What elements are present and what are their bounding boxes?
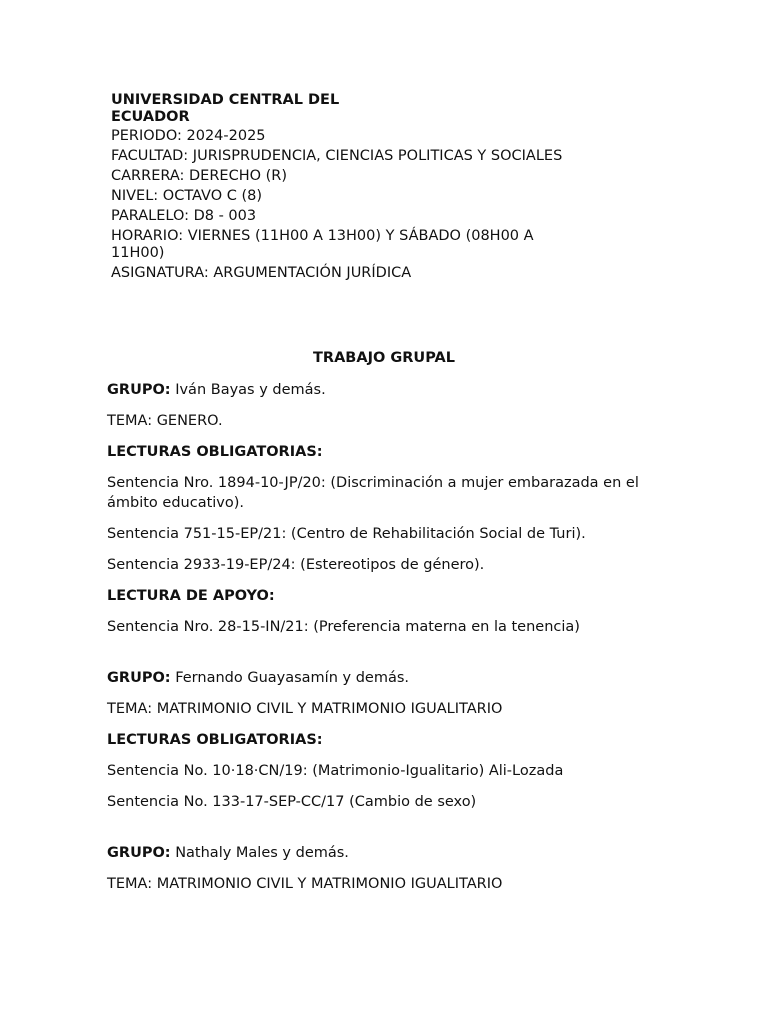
reading-item: Sentencia 2933-19-EP/24: (Estereotipos de género). bbox=[107, 557, 485, 573]
group-members: Fernando Guayasamín y demás. bbox=[175, 670, 409, 686]
document-body bbox=[107, 380, 687, 905]
group-label: GRUPO: bbox=[107, 845, 171, 861]
group-topic: TEMA: MATRIMONIO CIVIL Y MATRIMONIO IGUALITARIO bbox=[107, 876, 503, 892]
group-heading bbox=[107, 843, 687, 863]
document-title: TRABAJO GRUPAL bbox=[313, 350, 455, 366]
required-readings-heading: LECTURAS OBLIGATORIAS: bbox=[107, 444, 323, 460]
group-members: Nathaly Males y demás. bbox=[175, 845, 349, 861]
group-heading bbox=[107, 380, 687, 400]
paralelo-line: PARALELO: D8 - 003 bbox=[111, 208, 257, 224]
reading-item: Sentencia 751-15-EP/21: (Centro de Rehabilitación Social de Turi). bbox=[107, 526, 586, 542]
reading-item: Sentencia Nro. 1894-10-JP/20: (Discriminación a mujer embarazada en el ámbito educativo). bbox=[107, 475, 639, 511]
required-readings-heading: LECTURAS OBLIGATORIAS: bbox=[107, 732, 323, 748]
periodo-line: PERIODO: 2024-2025 bbox=[111, 128, 266, 144]
group-members: Iván Bayas y demás. bbox=[175, 382, 326, 398]
section-spacer bbox=[107, 648, 687, 668]
horario-line: HORARIO: VIERNES (11H00 A 13H00) Y SÁBADO (08H00 A 11H00) bbox=[111, 228, 534, 261]
group-label: GRUPO: bbox=[107, 670, 171, 686]
nivel-line: NIVEL: OCTAVO C (8) bbox=[111, 188, 262, 204]
university-name: UNIVERSIDAD CENTRAL DEL ECUADOR bbox=[111, 92, 340, 125]
group-topic: TEMA: MATRIMONIO CIVIL Y MATRIMONIO IGUALITARIO bbox=[107, 701, 503, 717]
section-spacer bbox=[107, 823, 687, 843]
facultad-line: FACULTAD: JURISPRUDENCIA, CIENCIAS POLITICAS Y SOCIALES bbox=[111, 148, 563, 164]
group-heading bbox=[107, 668, 687, 688]
support-reading-item: Sentencia Nro. 28-15-IN/21: (Preferencia materna en la tenencia) bbox=[107, 619, 580, 635]
reading-item: Sentencia No. 10·18·CN/19: (Matrimonio-Igualitario) Ali-Lozada bbox=[107, 763, 564, 779]
reading-item: Sentencia No. 133-17-SEP-CC/17 (Cambio de sexo) bbox=[107, 794, 477, 810]
group-topic: TEMA: GENERO. bbox=[107, 413, 223, 429]
group-label: GRUPO: bbox=[107, 382, 171, 398]
support-reading-heading: LECTURA DE APOYO: bbox=[107, 588, 275, 604]
asignatura-line: ASIGNATURA: ARGUMENTACIÓN JURÍDICA bbox=[111, 265, 412, 281]
document-header bbox=[111, 92, 571, 285]
carrera-line: CARRERA: DERECHO (R) bbox=[111, 168, 288, 184]
